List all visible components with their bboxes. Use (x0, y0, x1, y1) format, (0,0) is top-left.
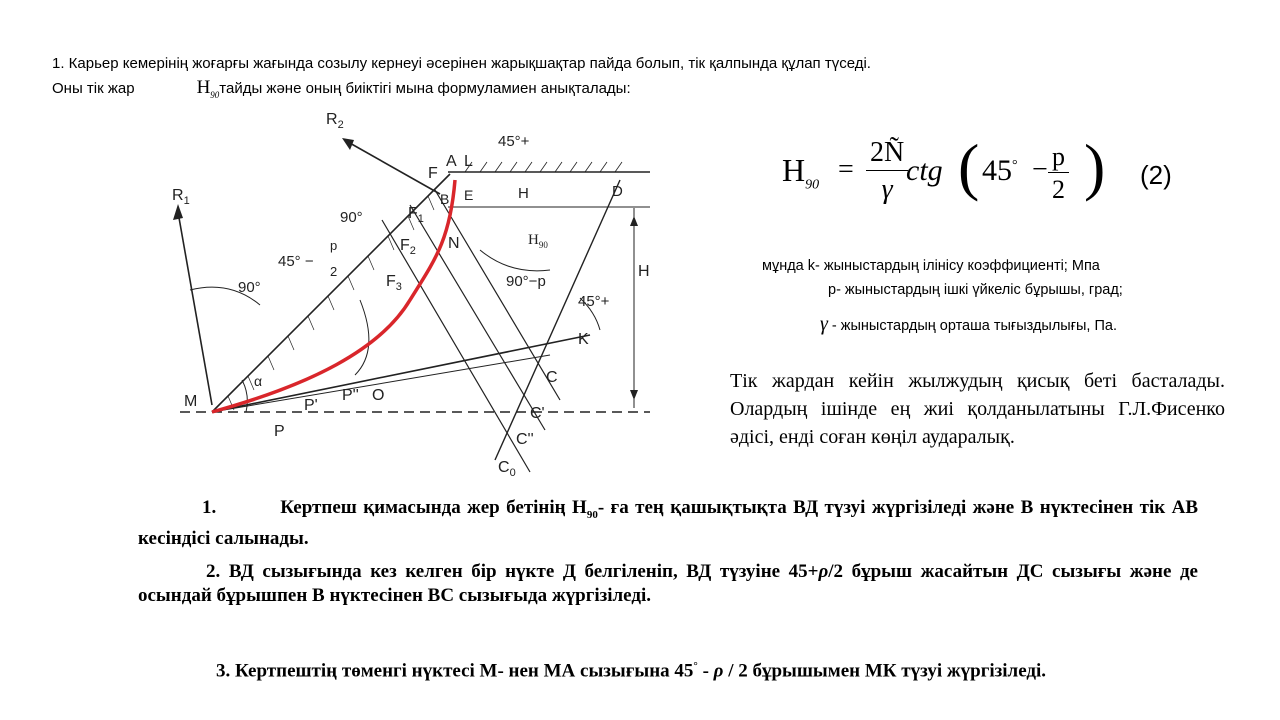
label-k: K (578, 331, 589, 348)
label-f1: $F_1$ (408, 205, 424, 225)
r1-arrow (178, 212, 212, 405)
intro-line-2: Оны тік жар $Н_{90}тайды$ және оның биіктігі мына формуламиен анықталады: (52, 77, 631, 100)
label-m: M (184, 393, 198, 410)
slope-diagram (150, 100, 710, 490)
label-p2: P'' (342, 387, 359, 404)
label-angle-45-plus-right: 45°+ (578, 293, 610, 310)
r2-arrow (348, 142, 440, 194)
label-two: 2 (330, 264, 338, 279)
label-h-big: H (638, 263, 650, 280)
label-r1: $R_1$ (172, 187, 190, 207)
label-angle-90-left: 90° (238, 279, 261, 296)
label-c2: C'' (516, 431, 534, 448)
label-f: F (428, 165, 438, 182)
label-angle-90-top: 90° (340, 209, 363, 226)
paren-left: ( (958, 131, 980, 202)
label-r2: $R_2$ (326, 111, 344, 131)
formula-lhs: $Н_{90}$ (782, 152, 820, 193)
step-2: 2. ВД сызығында кез келген бір нүкте Д белгіленіп, ВД түзуіне 45+ρ/2 бұрыш жасайтын ДС сызығы және де осындай бұрышпен В нүктесінен ВС сызығыда жүргізіледі. (138, 561, 1198, 606)
label-p-num: p (330, 238, 338, 253)
label-alpha: α (254, 373, 263, 389)
label-l: L (464, 153, 473, 170)
paren-right: ) (1084, 131, 1106, 202)
label-h90: $Н_{90}$ (528, 232, 548, 250)
equation-number: (2) (1140, 160, 1172, 190)
formula-p-fraction: $\frac{p}{2}$ (1048, 142, 1069, 207)
label-h-small: H (518, 185, 529, 202)
step-3: 3. Кертпештің төменгі нүктесі М- нен МА сызығына 45° - ρ / 2 бұрышымен МК түзуі жүргізіледі. (216, 660, 1047, 682)
label-b: B (440, 191, 450, 207)
label-p1: P' (304, 397, 318, 414)
definition-p: р- жыныстардың ішкі үйкеліс бұрышы, град; (828, 282, 1123, 298)
label-n: N (448, 235, 460, 252)
formula-h90 (782, 131, 1106, 216)
label-c1: C' (530, 405, 545, 422)
label-o: O (372, 387, 385, 404)
formula-ctg: ctg (906, 154, 943, 187)
label-d: D (612, 183, 623, 200)
gamma-symbol: γ (820, 313, 828, 335)
formula-minus: − (1032, 154, 1048, 185)
formula-angle: 45° (982, 154, 1018, 187)
label-angle-45-plus-top: 45°+ (498, 133, 530, 150)
fisenko-paragraph: Тік жардан кейін жылжудың қисық беті басталады. Олардың ішінде ең жиі қолданылатыны Г.Л.Фисенко әдісі, енді соған көңіл аударалық. (730, 370, 1225, 448)
label-c0: $C_0$ (498, 459, 516, 479)
label-e: E (464, 187, 474, 203)
formula-equals: = (838, 154, 854, 185)
h90-symbol: $Н_{90}$ (196, 77, 220, 100)
label-f3: $F_3$ (386, 273, 402, 293)
label-f2: $F_2$ (400, 237, 416, 257)
intro-line-1: 1. Карьер кемерінің жоғарғы жағында созылу кернеуі әсерінен жарықшақтар пайда болып, тік қалпында құлап түседі. (52, 55, 871, 72)
line-dc (495, 180, 620, 460)
label-angle-90-minus: 90°−p (506, 273, 546, 290)
label-angle-45-minus: 45° − (278, 253, 314, 270)
definition-gamma: γ - жыныстардың орташа тығыздылығы, Па. (820, 313, 1118, 335)
intro-text (52, 52, 1162, 107)
label-p: P (274, 423, 285, 440)
definition-k: мұнда k- жыныстардың ілінісу коэффициенті; Мпа (762, 258, 1100, 274)
label-a: A (446, 153, 457, 170)
step-1: 1. Кертпеш қимасында жер бетінің $Н_{90}-$ ға тең қашықтықта ВД түзуі жүргізіледі және В нүктесінен тік АВ кесіндісі салынады. (138, 497, 1198, 549)
label-c: C (546, 369, 558, 386)
formula-fraction: $\frac{2Ñ}{\gamma}$ (866, 136, 908, 209)
